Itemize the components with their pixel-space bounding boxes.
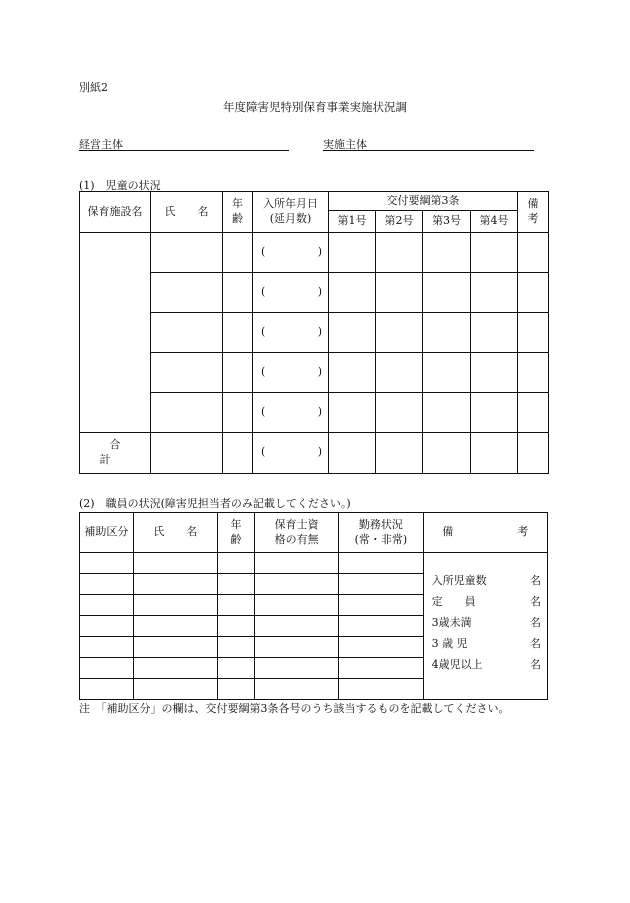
children-status-table	[79, 191, 549, 474]
table-cell	[80, 616, 134, 637]
header-admission-date	[253, 192, 329, 233]
header-qual-line1: 保育士資	[274, 517, 319, 531]
staff-status-table	[79, 512, 548, 700]
paren-close: )	[317, 284, 322, 298]
table-cell	[133, 595, 217, 616]
table-cell	[518, 233, 549, 273]
table-cell	[376, 313, 423, 353]
table-cell	[223, 313, 253, 353]
table-cell	[339, 637, 423, 658]
table-cell	[80, 574, 134, 595]
table-cell	[376, 433, 423, 474]
table-cell	[133, 658, 217, 679]
table-cell	[80, 595, 134, 616]
header-facility: 保育施設名	[80, 192, 151, 233]
table-cell	[223, 233, 253, 273]
tally-row: 定 員 名	[431, 595, 541, 609]
table-cell	[218, 616, 255, 637]
table-cell	[329, 313, 376, 353]
table-cell	[471, 353, 518, 393]
table-cell	[423, 313, 471, 353]
table-cell	[423, 433, 471, 474]
table-cell	[218, 595, 255, 616]
table-cell	[223, 433, 253, 474]
table-cell	[471, 273, 518, 313]
paren-close: )	[317, 445, 322, 459]
header-age: 年齢	[223, 192, 253, 233]
header-staff-age: 年齢	[218, 513, 255, 553]
header-work-line1: 勤務状況	[358, 517, 403, 531]
tally-row: 入所児童数 名	[431, 574, 541, 588]
table-cell	[254, 658, 338, 679]
table-cell	[133, 553, 217, 574]
table-cell	[80, 658, 134, 679]
header-qual-line2: 格の有無	[274, 532, 319, 546]
header-staff-name: 氏 名	[133, 513, 217, 553]
header-category: 補助区分	[80, 513, 134, 553]
table-cell	[218, 679, 255, 700]
table-cell	[376, 393, 423, 433]
header-no4: 第4号	[471, 211, 518, 233]
table-cell	[339, 679, 423, 700]
header-work-line2: (常・非常)	[354, 532, 408, 546]
header-no2: 第2号	[376, 211, 423, 233]
table-cell	[339, 595, 423, 616]
table-cell	[223, 273, 253, 313]
table-cell	[339, 553, 423, 574]
table-cell	[376, 273, 423, 313]
paren-close: )	[317, 364, 322, 378]
paren-open: (	[261, 364, 266, 378]
admission-cell	[253, 433, 329, 474]
table-cell	[339, 616, 423, 637]
header-staff-remarks: 備 考	[423, 513, 547, 553]
table-cell	[133, 574, 217, 595]
header-no3: 第3号	[423, 211, 471, 233]
table-cell	[254, 679, 338, 700]
table-cell	[471, 393, 518, 433]
footnote: 注 「補助区分」の欄は、交付要綱第3条各号のうち該当するものを記載してください。	[79, 702, 510, 715]
table-cell	[151, 393, 223, 433]
table-cell	[218, 658, 255, 679]
table-cell	[151, 273, 223, 313]
paren-open: (	[261, 445, 266, 459]
header-work-status	[339, 513, 423, 553]
table-cell	[254, 553, 338, 574]
table-cell	[518, 353, 549, 393]
paren-open: (	[261, 284, 266, 298]
table-cell	[471, 313, 518, 353]
header-name: 氏 名	[151, 192, 223, 233]
table-cell	[80, 553, 134, 574]
table-cell	[133, 679, 217, 700]
paren-close: )	[317, 404, 322, 418]
table-cell	[254, 616, 338, 637]
table-cell	[151, 313, 223, 353]
table-cell	[471, 233, 518, 273]
section2-heading: (2) 職員の状況(障害児担当者のみ記載してください。)	[79, 497, 351, 510]
header-article3: 交付要綱第3条	[329, 192, 518, 211]
table-cell	[329, 353, 376, 393]
paren-open: (	[261, 404, 266, 418]
tally-row: 3 歳 児 名	[431, 637, 541, 651]
operator-underline	[79, 150, 289, 151]
table-cell	[223, 393, 253, 433]
table-cell	[80, 679, 134, 700]
admission-cell	[253, 233, 329, 273]
total-label: 合 計	[80, 433, 151, 474]
paren-open: (	[261, 324, 266, 338]
table-cell	[223, 353, 253, 393]
table-cell	[518, 313, 549, 353]
header-admission-line2: (延月数)	[269, 212, 312, 225]
header-admission-line1: 入所年月日	[263, 197, 318, 211]
admission-cell	[253, 393, 329, 433]
paren-open: (	[261, 244, 266, 258]
table-cell	[376, 353, 423, 393]
header-qualification	[254, 513, 338, 553]
section1-heading: (1) 児童の状況	[79, 179, 161, 192]
admission-cell	[253, 273, 329, 313]
admission-cell	[253, 353, 329, 393]
table-cell	[218, 574, 255, 595]
admission-cell	[253, 313, 329, 353]
table-cell	[254, 595, 338, 616]
table-cell	[80, 637, 134, 658]
table-cell	[423, 393, 471, 433]
tally-row: 3歳未満 名	[431, 616, 541, 630]
table-cell	[423, 273, 471, 313]
header-no1: 第1号	[329, 211, 376, 233]
implementer-label: 実施主体	[323, 138, 367, 151]
paren-close: )	[317, 324, 322, 338]
table-cell	[218, 637, 255, 658]
tally-row: 4歳児以上 名	[431, 658, 541, 672]
operator-label: 経営主体	[79, 138, 123, 151]
table-cell	[423, 353, 471, 393]
table-cell	[133, 616, 217, 637]
facility-cell	[80, 233, 151, 433]
document-label: 別紙2	[79, 81, 108, 94]
document-title: 年度障害児特別保育事業実施状況調	[223, 100, 407, 114]
table-cell	[218, 553, 255, 574]
table-cell	[329, 273, 376, 313]
paren-close: )	[317, 244, 322, 258]
table-cell	[339, 658, 423, 679]
table-cell	[518, 393, 549, 433]
header-remarks: 備考	[518, 192, 549, 233]
table-cell	[329, 393, 376, 433]
table-cell	[151, 353, 223, 393]
table-cell	[254, 574, 338, 595]
table-cell	[471, 433, 518, 474]
staff-remarks-tally	[423, 553, 547, 700]
implementer-underline	[323, 150, 534, 151]
table-cell	[423, 233, 471, 273]
table-cell	[518, 273, 549, 313]
table-cell	[133, 637, 217, 658]
table-cell	[329, 233, 376, 273]
table-cell	[339, 574, 423, 595]
table-cell	[329, 433, 376, 474]
table-cell	[254, 637, 338, 658]
table-cell	[518, 433, 549, 474]
table-cell	[151, 233, 223, 273]
table-cell	[376, 233, 423, 273]
